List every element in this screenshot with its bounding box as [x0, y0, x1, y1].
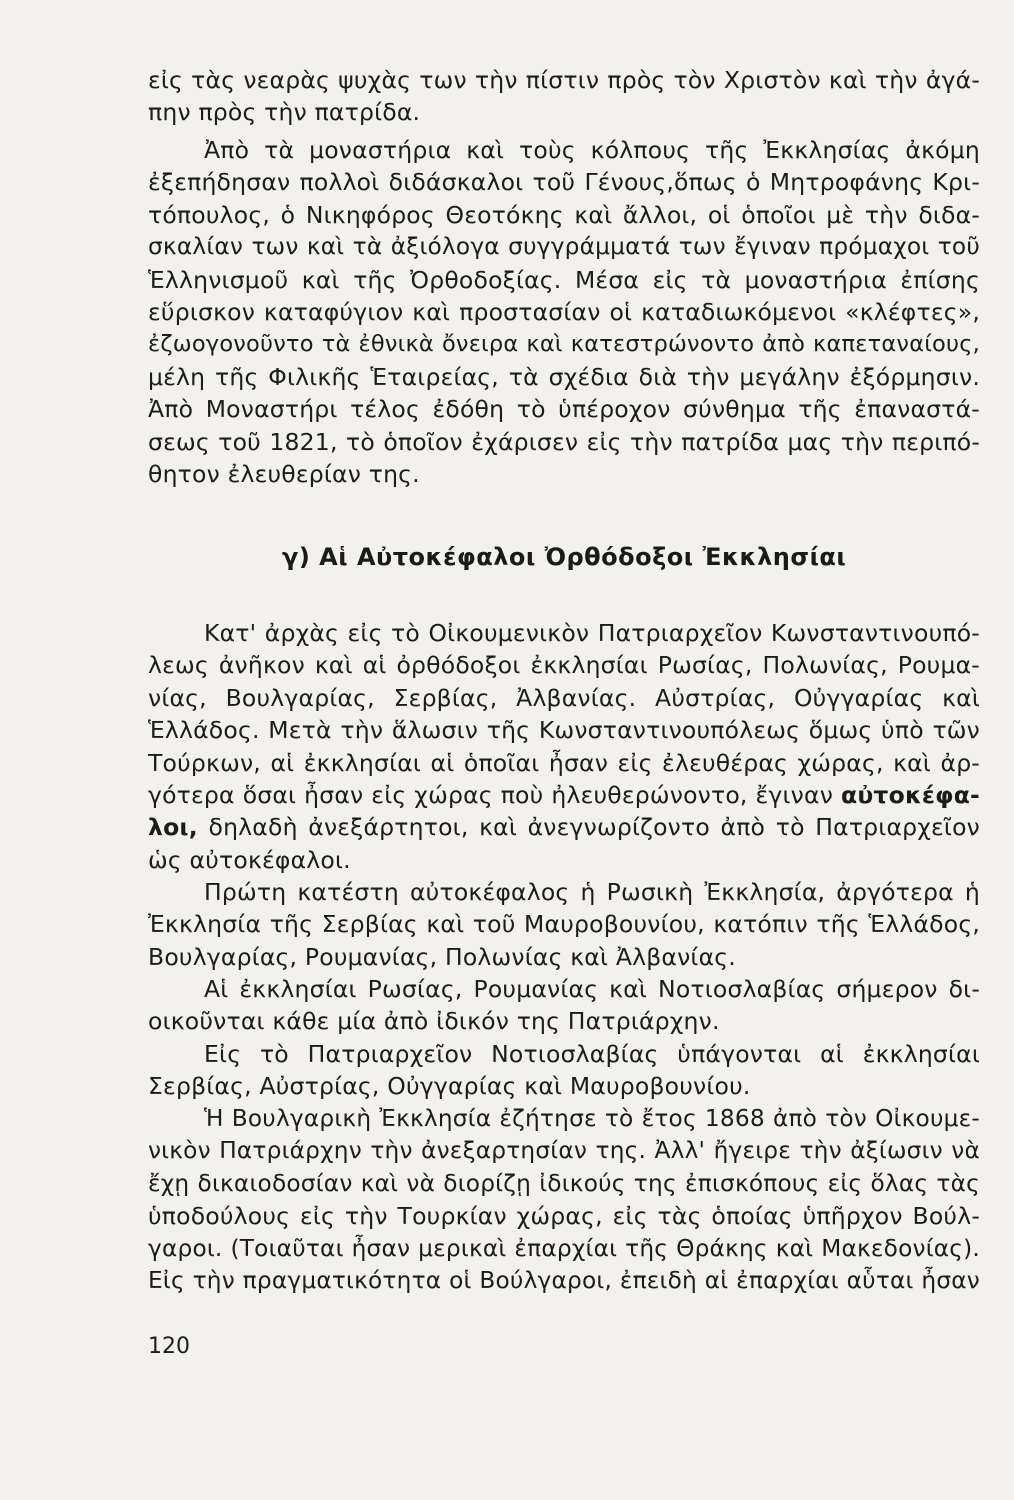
text-line: Ἐκκλησία τῆς Σερβίας καὶ τοῦ Μαυροβουνίου, κατόπιν τῆς Ἑλλάδος, [148, 910, 980, 939]
text-line: Ἑλληνισμοῦ καὶ τῆς Ὀρθοδοξίας. Μέσα εἰς τὰ μοναστήρια ἐπίσης [148, 265, 980, 294]
text-line: Αἱ ἐκκλησίαι Ρωσίας, Ρουμανίας καὶ Νοτιοσλαβίας σήμερον δι- [204, 975, 980, 1003]
text-line: ὡς αὐτοκέφαλοι. [148, 845, 351, 874]
text-line: Σερβίας, Αὐστρίας, Οὐγγαρίας καὶ Μαυροβουνίου. [148, 1072, 751, 1101]
text-line: εὕρισκον καταφύγιον καὶ προστασίαν οἱ καταδιωκόμενοι «κλέφτες», [148, 297, 980, 326]
text-line: Ἀπὸ τὰ μοναστήρια καὶ τοὺς κόλπους τῆς Ἐκκλησίας ἀκόμη [204, 136, 980, 164]
text-line [148, 779, 980, 811]
text-line: ὑποδούλους εἰς τὴν Τουρκίαν χώρας, εἰς τὰς ὁποίας ὑπῆρχον Βούλ- [148, 1202, 980, 1231]
text-line: εἰς τὰς νεαρὰς ψυχὰς των τὴν πίστιν πρὸς τὸν Χριστὸν καὶ τὴν ἀγά- [148, 66, 980, 94]
text-line: Εἰς τὸ Πατριαρχεῖον Νοτιοσλαβίας ὑπάγονται αἱ ἐκκλησίαι [204, 1040, 980, 1068]
paragraph-first-autocephalous [148, 876, 980, 973]
section-heading: γ) Αἱ Αὐτοκέφαλοι Ὀρθόδοξοι Ἐκκλησίαι [282, 543, 847, 571]
text-line: ἔχῃ δικαιοδοσίαν καὶ νὰ διορίζῃ ἰδικούς της ἐπισκόπους εἰς ὅλας τὰς [148, 1169, 980, 1197]
text-line: Βουλγαρίας, Ρουμανίας, Πολωνίας καὶ Ἀλβανίας. [148, 942, 736, 971]
text-line: ἐζωογονοῦντο τὰ ἐθνικὰ ὄνειρα καὶ κατεστρώνοντο ἀπὸ καπεταναίους, [148, 331, 980, 358]
text-segment: δηλαδὴ ἀνεξάρτητοι, καὶ ἀνεγνωρίζοντο ἀπὸ τὸ Πατριαρχεῖον [208, 813, 980, 842]
text-line: νικὸν Πατριάρχην τὴν ἀνεξαρτησίαν της. Ἀλλ' ἤγειρε τὴν ἀξίωσιν νὰ [148, 1137, 980, 1165]
text-line [148, 811, 980, 843]
text-line: μέλη τῆς Φιλικῆς Ἑταιρείας, τὰ σχέδια διὰ τὴν μεγάλην ἐξόρμησιν. [148, 362, 980, 391]
paragraph-yugoslavia [148, 1038, 980, 1103]
bold-term: λοι, [148, 813, 198, 842]
text-line: τόπουλος, ὁ Νικηφόρος Θεοτόκης καὶ ἄλλοι, οἱ ὁποῖοι μὲ τὴν διδα- [148, 200, 980, 229]
text-line: γαροι. (Τοιαῦται ἦσαν μερικαὶ ἐπαρχίαι τῆς Θράκης καὶ Μακεδονίας). [148, 1234, 980, 1262]
text-line: θητον ἐλευθερίαν της. [148, 459, 420, 488]
text-line: νίας, Βουλγαρίας, Σερβίας, Ἀλβανίας. Αὐστρίας, Οὐγγαρίας καὶ [148, 683, 980, 712]
paragraph-continuation [148, 64, 980, 129]
text-line: Τούρκων, αἱ ἐκκλησίαι αἱ ὁποῖαι ἦσαν εἰς ἐλευθέρας χώρας, καὶ ἀρ- [148, 748, 980, 777]
text-line: οικοῦνται κάθε μία ἀπὸ ἰδικόν της Πατριάρχην. [148, 1007, 720, 1036]
text-line: σκαλίαν των καὶ τὰ ἀξιόλογα συγγράμματά των ἔγιναν πρόμαχοι τοῦ [148, 233, 980, 261]
text-line: Ἀπὸ Μοναστήρι τέλος ἐδόθη τὸ ὑπέροχον σύνθημα τῆς ἐπαναστά- [148, 395, 980, 424]
text-line: σεως τοῦ 1821, τὸ ὁποῖον ἐχάρισεν εἰς τὴν πατρίδα μας τὴν περιπό- [148, 427, 980, 456]
paragraph-bulgarian [148, 1103, 980, 1297]
text-line: ἐξεπήδησαν πολλοὶ διδάσκαλοι τοῦ Γένους,ὅπως ὁ Μητροφάνης Κρι- [148, 168, 980, 197]
text-line: Ἡ Βουλγαρικὴ Ἐκκλησία ἐζήτησε τὸ ἔτος 1868 ἀπὸ τὸν Οἰκουμε- [204, 1105, 980, 1132]
text-line: πην πρὸς τὴν πατρίδα. [148, 98, 421, 127]
paragraph-autocephalous [148, 617, 980, 876]
paragraph-patriarchs [148, 973, 980, 1038]
text-segment: γότερα ὅσαι ἦσαν εἰς χώρας ποὺ ἠλευθερώνοντο, ἔγιναν [148, 780, 834, 809]
text-line: Πρώτη κατέστη αὐτοκέφαλος ἡ Ρωσικὴ Ἐκκλησία, ἀργότερα ἡ [204, 878, 980, 906]
paragraph-monasteries [148, 134, 980, 490]
text-line: Ἑλλάδος. Μετὰ τὴν ἅλωσιν τῆς Κωνσταντινουπόλεως ὅμως ὑπὸ τῶν [148, 716, 980, 745]
text-line: Εἰς τὴν πραγματικότητα οἱ Βούλγαροι, ἐπειδὴ αἱ ἐπαρχίαι αὗται ἦσαν [148, 1266, 980, 1294]
page-number: 120 [148, 1334, 190, 1359]
bold-term: αὐτοκέφα- [840, 780, 980, 809]
text-line: λεως ἀνῆκον καὶ αἱ ὀρθόδοξοι ἐκκλησίαι Ρωσίας, Πολωνίας, Ρουμα- [148, 651, 980, 680]
text-line: Κατ' ἀρχὰς εἰς τὸ Οἰκουμενικὸν Πατριαρχεῖον Κωνσταντινουπό- [204, 619, 980, 647]
